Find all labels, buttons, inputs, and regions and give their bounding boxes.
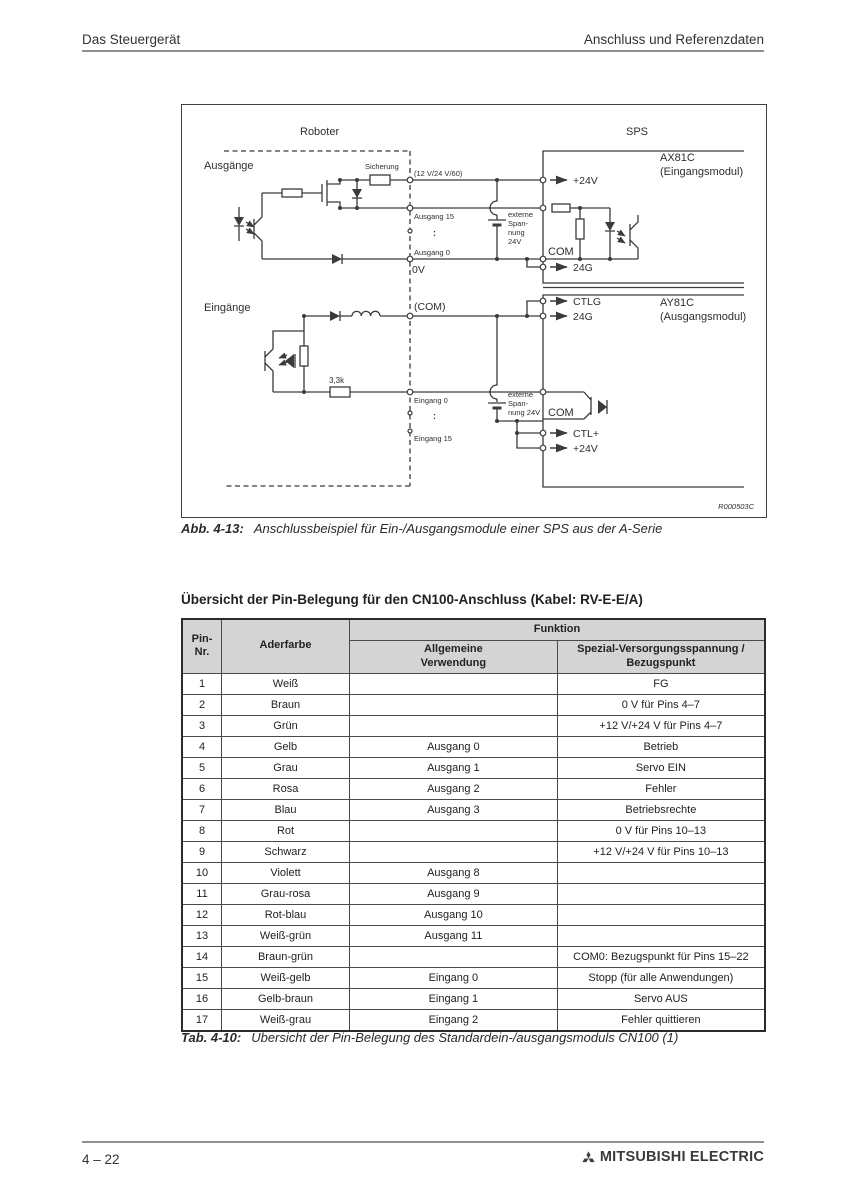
header-color: Aderfarbe [222,619,350,673]
label-ax81c: AX81C [660,152,695,164]
cell-special: +12 V/+24 V für Pins 4–7 [557,715,765,736]
figure-caption-text: Anschlussbeispiel für Ein-/Ausgangsmodule einer SPS aus der A-Serie [253,521,663,536]
cell-special: 0 V für Pins 10–13 [557,820,765,841]
header-special: Spezial-Versorgungsspannung / Bezugspunkt [557,641,765,674]
cell-general [350,841,558,862]
mitsubishi-logo-icon [580,1150,597,1165]
table-row [182,736,765,757]
cell-general: Ausgang 9 [350,883,558,904]
terminal-eingang0 [407,389,413,395]
label-ctlg: CTLG [573,296,602,308]
ctl-branch [497,421,543,448]
cell-pin: 11 [182,883,222,904]
zener-bar [352,197,362,198]
table-caption [181,1030,781,1045]
label-ax81c-sub: (Eingangsmodul) [660,166,744,178]
optocoupler-output-transistor [254,193,282,259]
cell-color: Blau [222,799,350,820]
ax-phototransistor [630,215,638,259]
cell-general: Ausgang 11 [350,925,558,946]
cell-general: Ausgang 2 [350,778,558,799]
footer-rule [82,1141,764,1143]
cell-special: Servo AUS [557,988,765,1009]
input-diode-triangle [330,311,340,321]
cell-color: Grün [222,715,350,736]
header-rule [82,50,764,52]
label-ay81c-sub: (Ausgangsmodul) [660,311,747,323]
table-row [182,883,765,904]
label-sicherung: Sicherung [365,162,399,171]
optocoupler-input-transistor [265,331,304,392]
label-com1: COM [548,246,574,258]
table-title: Übersicht der Pin-Belegung für den CN100-Anschluss (Kabel: RV-E-E/A) [181,592,643,607]
label-com2: COM [548,407,574,419]
label-p24v-in: +24V [573,175,598,187]
cell-special: 0 V für Pins 4–7 [557,694,765,715]
figure-caption [181,521,781,536]
label-ausgaenge: Ausgänge [204,160,254,172]
table-row [182,799,765,820]
cell-pin: 9 [182,841,222,862]
resistor-33k [330,387,350,397]
cell-pin: 2 [182,694,222,715]
cell-pin: 1 [182,673,222,694]
header-section-right: Anschluss und Referenzdaten [583,32,764,47]
label-ausgang0: Ausgang 0 [414,248,450,257]
terminal-com [407,313,413,319]
cell-pin: 16 [182,988,222,1009]
cell-pin: 12 [182,904,222,925]
ax-series-resistor [552,204,570,212]
ax-led [605,208,615,259]
label-eingang0: Eingang 0 [414,396,448,405]
label-roboter: Roboter [300,126,340,138]
cell-color: Rosa [222,778,350,799]
input-pullup-resistor [300,346,308,366]
table-row [182,925,765,946]
label-ext1-d: 24V [508,237,522,246]
header-general: Allgemeine Verwendung [350,641,558,674]
label-ctl-plus: CTL+ [573,428,599,440]
cell-color: Violett [222,862,350,883]
cell-special [557,883,765,904]
label-ay81c: AY81C [660,297,695,309]
circuit-figure [181,104,767,518]
cell-general [350,820,558,841]
cell-general: Ausgang 10 [350,904,558,925]
label-ext1-a: externe [508,210,534,219]
table-row [182,757,765,778]
cell-pin: 14 [182,946,222,967]
table-row [182,694,765,715]
cell-color: Weiß-grün [222,925,350,946]
fuse-body [370,175,390,185]
output-diode-bar [341,254,342,264]
zener-triangle [352,189,362,198]
cell-special: Stopp (für alle Anwendungen) [557,967,765,988]
label-eingaenge: Eingänge [204,302,251,314]
cell-color: Schwarz [222,841,350,862]
cell-pin: 3 [182,715,222,736]
circuit-diagram [182,105,766,517]
cell-color: Weiß-gelb [222,967,350,988]
cell-color: Gelb-braun [222,988,350,1009]
pin-table-body [182,673,765,1031]
cell-color: Grau-rosa [222,883,350,904]
label-g24-in: 24G [573,262,593,274]
cell-special: Servo EIN [557,757,765,778]
cell-general: Eingang 0 [350,967,558,988]
table-row [182,904,765,925]
cell-pin: 10 [182,862,222,883]
cell-special: Fehler quittieren [557,1009,765,1031]
ay-diode-triangle [598,400,607,414]
cell-special: Betriebsrechte [557,799,765,820]
cell-pin: 5 [182,757,222,778]
cell-color: Weiß [222,673,350,694]
mosfet-symbol [302,180,340,208]
table-row [182,1009,765,1031]
terminal-supply [407,177,413,183]
terminal-ausgang15 [407,205,413,211]
label-ext2-b: Span- [508,399,529,408]
cell-special [557,862,765,883]
cell-special: COM0: Bezugspunkt für Pins 15–22 [557,946,765,967]
label-ext1-b: Span- [508,219,529,228]
figure-ref-code: R000503C [718,502,754,511]
output-diode-triangle [332,254,342,264]
table-row [182,841,765,862]
footer-brand-text: MITSUBISHI ELECTRIC [599,1149,764,1165]
external-supply-2-wire [488,316,506,421]
cell-special: Betrieb [557,736,765,757]
ctlg-branch [527,301,540,316]
cell-general: Eingang 2 [350,1009,558,1031]
table-row [182,820,765,841]
sps-ay81c-outline [543,295,747,487]
figure-caption-label: Abb. 4-13: [181,521,244,536]
cell-color: Gelb [222,736,350,757]
cell-pin: 15 [182,967,222,988]
led1-triangle [234,217,244,226]
label-com-bracket: (COM) [414,301,446,313]
cell-general: Ausgang 3 [350,799,558,820]
cell-pin: 13 [182,925,222,946]
cell-special: +12 V/+24 V für Pins 10–13 [557,841,765,862]
cell-general: Eingang 1 [350,988,558,1009]
cell-pin: 6 [182,778,222,799]
label-r33k: 3,3k [329,376,345,385]
cell-color: Rot-blau [222,904,350,925]
cell-pin: 8 [182,820,222,841]
cell-color: Weiß-grau [222,1009,350,1031]
ellipsis-inputs: : [433,411,436,421]
terminal-ausgang0 [407,256,413,262]
label-ext1-c: nung [508,228,525,237]
header-section-left: Das Steuergerät [82,32,181,47]
cell-general [350,673,558,694]
cell-special: Fehler [557,778,765,799]
table-row [182,715,765,736]
cell-special [557,904,765,925]
label-ext2-a: externe [508,390,534,399]
cell-special [557,925,765,946]
table-row [182,778,765,799]
cell-general: Ausgang 8 [350,862,558,883]
cell-color: Rot [222,820,350,841]
label-eingang15: Eingang 15 [414,434,452,443]
cell-general [350,694,558,715]
table-caption-label: Tab. 4-10: [181,1030,242,1045]
cell-special: FG [557,673,765,694]
label-ausgang15: Ausgang 15 [414,212,455,221]
pin-table-head [182,619,765,673]
label-ext2-c: nung 24V [508,408,541,417]
table-caption-text: Übersicht der Pin-Belegung des Standardein-/ausgangsmoduls CN100 (1) [251,1030,679,1045]
input-led-triangle [285,354,294,368]
input-inductor [352,311,380,316]
cell-general: Ausgang 0 [350,736,558,757]
robot-boundary-dashed [224,151,410,486]
table-row [182,862,765,883]
cell-general [350,715,558,736]
resistor-output [282,189,302,197]
g24-branch [527,259,540,267]
pin-assignment-table [181,618,766,1032]
cell-general: Ausgang 1 [350,757,558,778]
external-supply-1-wire [488,180,506,259]
cell-general [350,946,558,967]
ax-shunt-resistor [576,219,584,239]
table-row [182,967,765,988]
cell-color: Braun-grün [222,946,350,967]
header-funktion: Funktion [350,619,766,641]
header-pin: Pin- Nr. [182,619,222,673]
cell-color: Braun [222,694,350,715]
cell-pin: 17 [182,1009,222,1031]
label-g24-out: 24G [573,311,593,323]
footer-page-number: 4 – 22 [82,1152,120,1167]
table-row [182,946,765,967]
cell-pin: 7 [182,799,222,820]
label-sps: SPS [626,126,649,138]
label-zero-v: 0V [412,264,425,276]
label-supply-note: (12 V/24 V/60) [414,169,463,178]
cell-color: Grau [222,757,350,778]
label-p24v-out: +24V [573,443,598,455]
table-row [182,673,765,694]
table-row [182,988,765,1009]
ax-led-triangle [605,222,615,231]
ellipsis-outputs: : [433,228,436,238]
cell-pin: 4 [182,736,222,757]
footer-brand [580,1149,764,1165]
